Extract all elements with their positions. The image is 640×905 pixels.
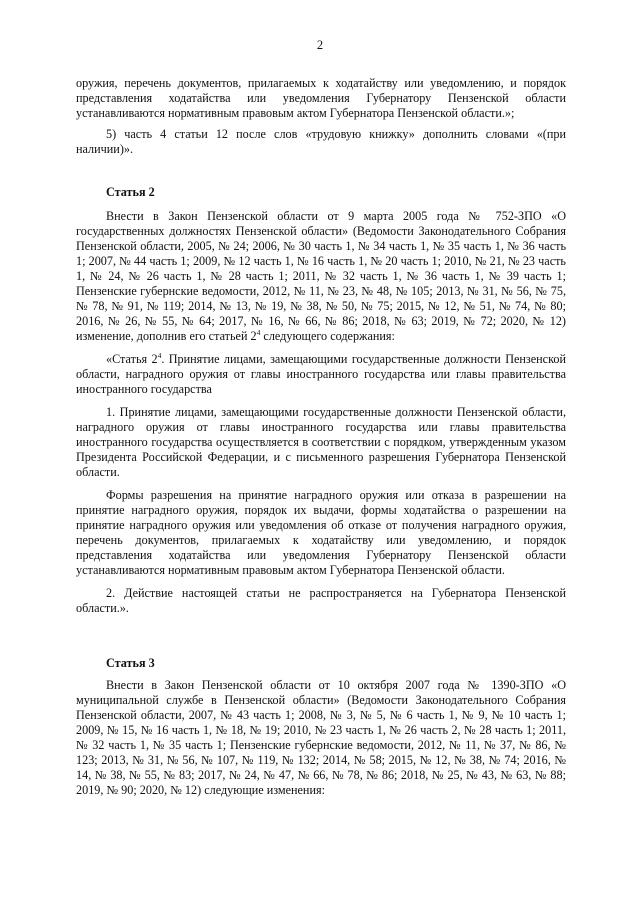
article-3-body — [76, 678, 566, 798]
continuation-block — [76, 76, 566, 157]
quoted-article-title: «Статья $2^4$. Принятие лицами, замещающими государственные должности Пензенской области, наградного оружия от главы иностранного государства или главы правительства иностранного государства — [76, 351, 566, 396]
article-3-heading: Статья 3 — [106, 656, 155, 670]
quoted-part-2: 2. Действие настоящей статьи не распространяется на Губернатора Пензенской области.». — [76, 586, 566, 615]
article-2-body — [76, 209, 566, 616]
page-number: 2 — [316, 38, 324, 52]
quoted-part-1: 1. Принятие лицами, замещающими государственные должности Пензенской области, наградного оружия от главы иностранного государства или главы правительства иностранного государства осуществляется в соответствии с порядком, утвержденным указом Президента Российской Федерации, и с письменного разрешения Губернатора Пензенской области. — [76, 405, 566, 479]
article-2-intro: Внести в Закон Пензенской области от 9 марта 2005 года № 752-ЗПО «О государственных должностях Пензенской области» (Ведомости Законодательного Собрания Пензенской области, 2005, № 24; 2006, № 30 часть 1, № 34 часть 1, № 35 часть 1, № 36 часть 1; 2007, № 44 часть 1; 2009, № 12 часть 1, № 16 часть 1, № 20 часть 1; 2010, № 21, № 23 часть 1, № 24, № 26 часть 1, № 28 часть 1; 2011, № 32 часть 1, № 36 часть 1, № 39 часть 1; Пензенские губернские ведомости, 2012, № 11, № 23, № 48, № 105; 2013, № 31, № 56, № 75, № 78, № 91, № 119; 2014, № 13, № 19, № 38, № 50, № 75; 2015, № 12, № 51, № 74, № 80; 2016, № 26, № 55, № 64; 2017, № 16, № 66, № 86; 2018, № 63; 2019, № 72; 2020, № 12) изменение, дополнив его статьей $2^4$ следующего содержания: — [76, 209, 566, 343]
item-5-paragraph: 5) часть 4 статьи 12 после слов «трудовую книжку» дополнить словами «(при наличии)». — [76, 127, 566, 156]
article-2-heading: Статья 2 — [106, 185, 155, 199]
article-3-intro: Внести в Закон Пензенской области от 10 октября 2007 года № 1390-ЗПО «О муниципальной службе в Пензенской области» (Ведомости Законодательного Собрания Пензенской области, 2007, № 43 часть 1; 2008, № 3, № 5, № 6 часть 1, № 9, № 10 часть 1; 2009, № 15, № 16 часть 1, № 18, № 19; 2010, № 23 часть 1, № 26 часть 2, № 28 часть 1; 2011, № 32 часть 1, № 35 часть 1; Пензенские губернские ведомости, 2012, № 11, № 37, № 86, № 123; 2013, № 31, № 56, № 107, № 119, № 132; 2014, № 58; 2015, № 12, № 38, № 74; 2016, № 14, № 38, № 55, № 83; 2017, № 24, № 47, № 66, № 78, № 86; 2018, № 25, № 43, № 63, № 88; 2019, № 90; 2020, № 12) следующие изменения: — [76, 678, 566, 797]
continuation-paragraph: оружия, перечень документов, прилагаемых к ходатайству или уведомлению, и порядок представления ходатайства или уведомления Губернатору Пензенской области устанавливаются нормативным правовым актом Губернатора Пензенской области.»; — [76, 76, 566, 120]
quoted-part-1-forms: Формы разрешения на принятие наградного оружия или отказа в разрешении на принятие наградного оружия, порядок их выдачи, формы ходатайства о разрешении на принятие наградного оружия или уведомления об отказе от получения наградного оружия, перечень документов, прилагаемых к ходатайству или уведомлению, и порядок представления ходатайства или уведомления Губернатору Пензенской области устанавливаются нормативным правовым актом Губернатора Пензенской области. — [76, 488, 566, 577]
